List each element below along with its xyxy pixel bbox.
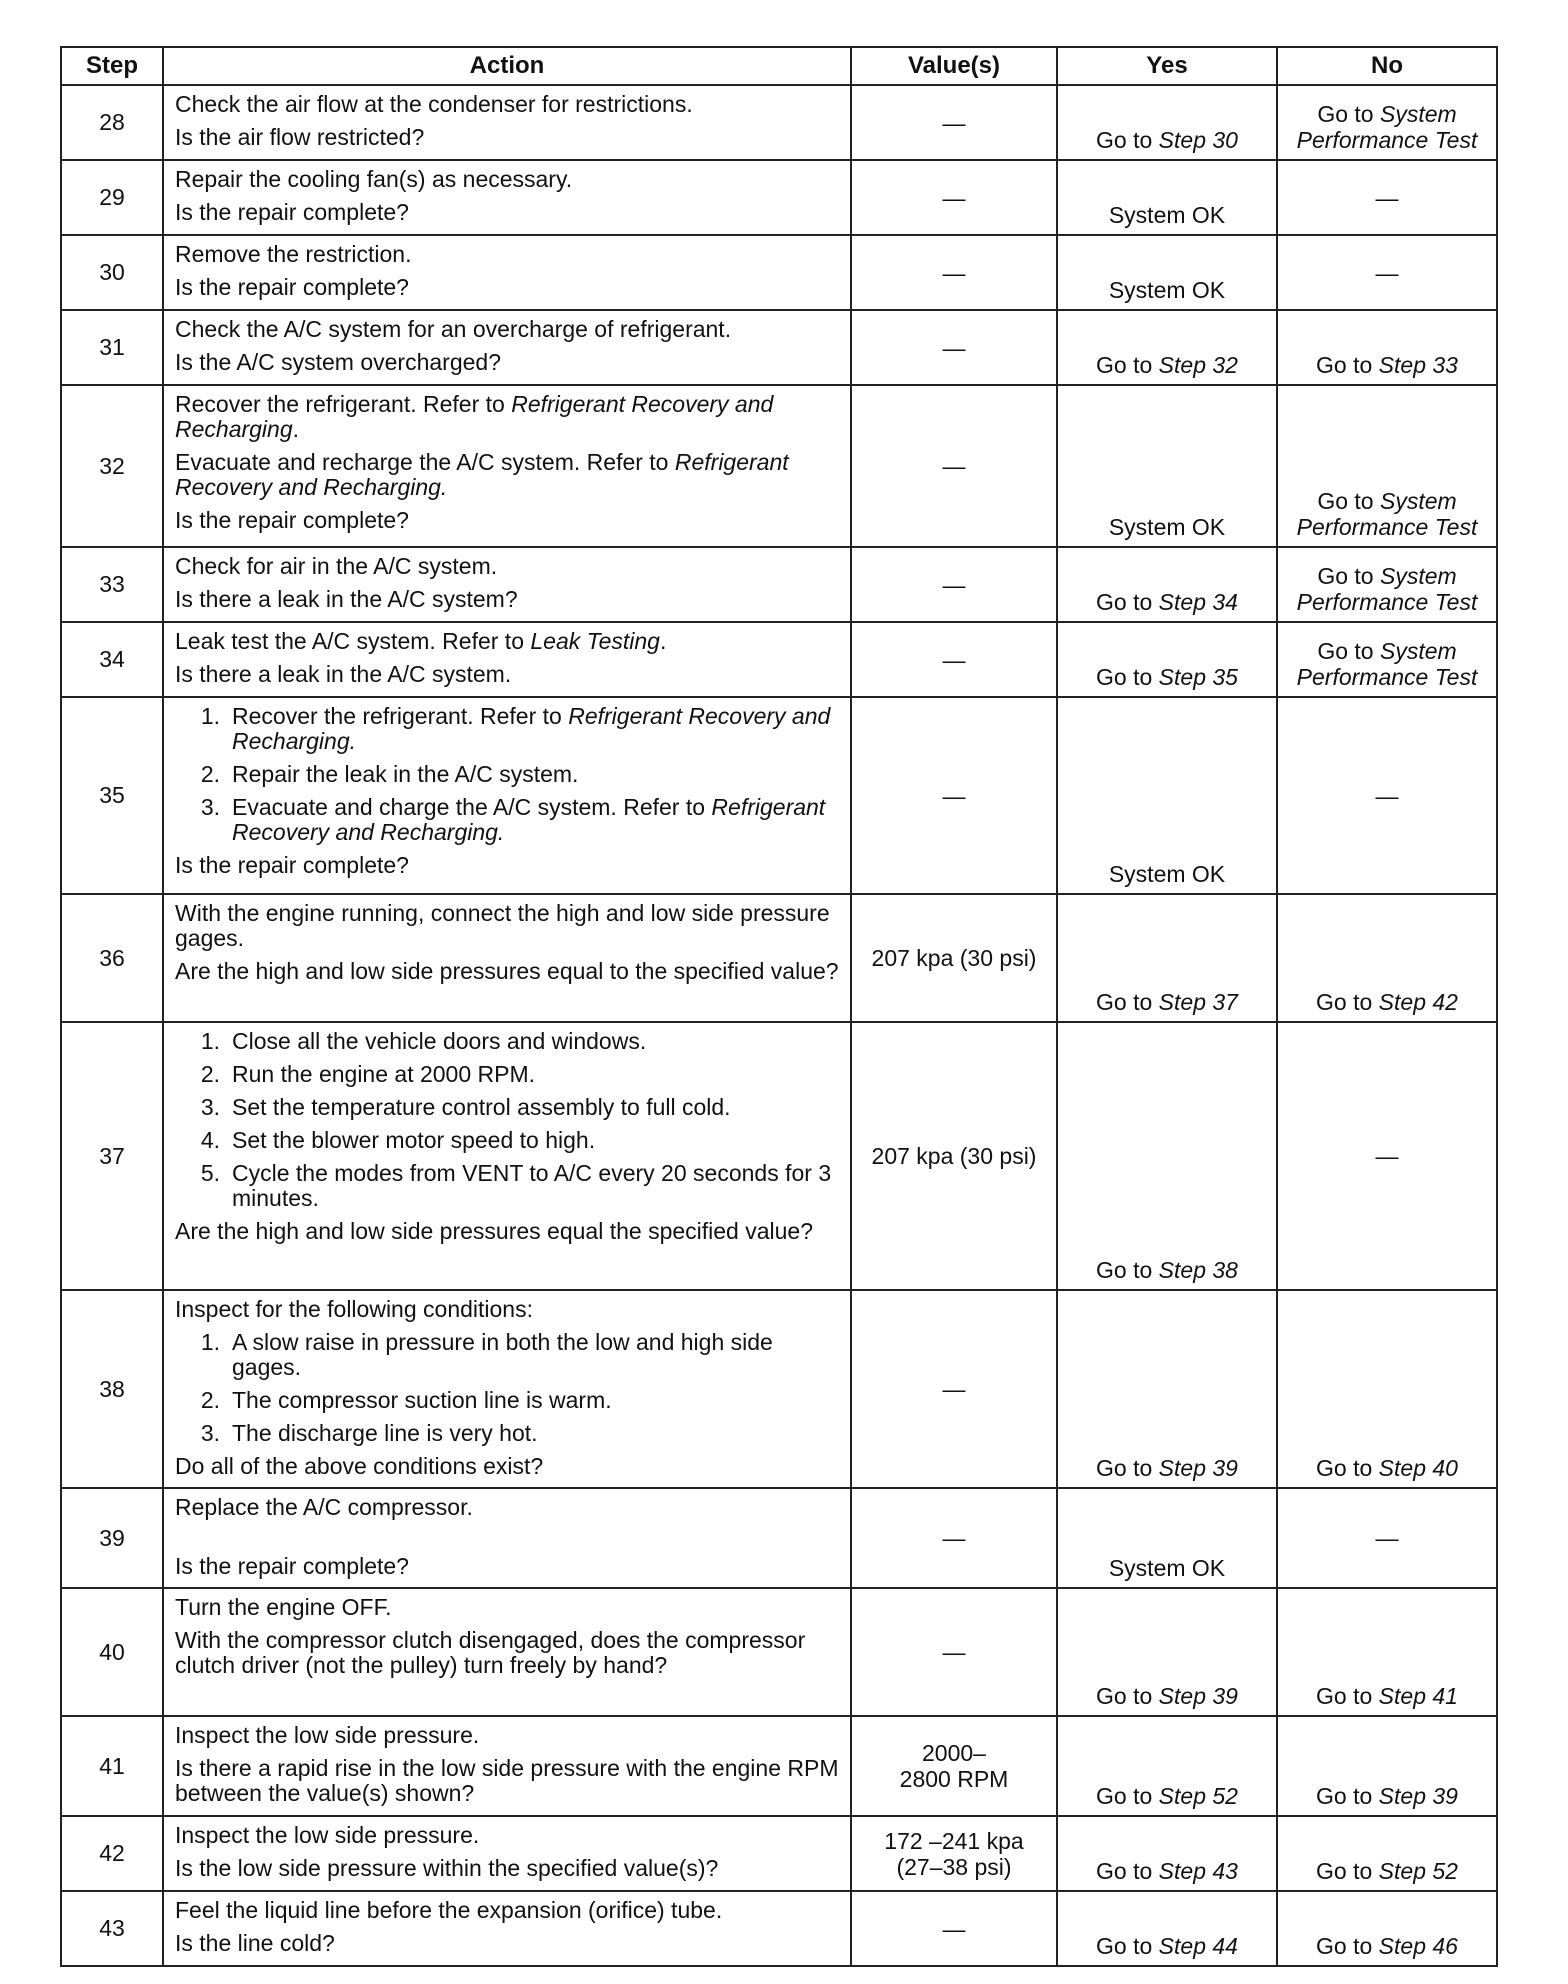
value-cell <box>851 1816 1057 1891</box>
list-number: 3. <box>200 1094 220 1120</box>
text-segment: Do all of the above conditions exist? <box>175 1453 544 1479</box>
list-number: 2. <box>200 761 220 787</box>
value-cell <box>851 85 1057 160</box>
italic-reference: Leak Testing <box>530 628 660 654</box>
italic-reference: Step 33 <box>1378 352 1458 378</box>
value-text: — <box>942 1376 966 1402</box>
text-segment: The discharge line is very hot. <box>232 1420 538 1446</box>
table-body <box>61 85 1497 1966</box>
text-segment: Go to <box>1096 1683 1159 1709</box>
table-row <box>61 85 1497 160</box>
text-segment: Cycle the modes from VENT to A/C every 20 seconds for 3 minutes. <box>232 1160 832 1211</box>
yes-cell <box>1057 1716 1277 1816</box>
text-segment: Go to <box>1316 1683 1379 1709</box>
text-segment: — <box>1375 782 1399 809</box>
text-segment: Set the blower motor speed to high. <box>232 1127 596 1153</box>
table-row <box>61 894 1497 1022</box>
text-segment: With the compressor clutch disengaged, does the compressor clutch driver (not the pulley) turn freely by hand? <box>175 1627 806 1678</box>
value-cell <box>851 1290 1057 1488</box>
action-paragraph <box>175 1595 840 1620</box>
text-segment: Go to <box>1096 664 1159 690</box>
italic-reference: Refrigerant Recovery and Recharging. <box>232 703 831 754</box>
italic-reference: Refrigerant Recovery and Recharging <box>175 391 774 442</box>
value-cell <box>851 622 1057 697</box>
step-number: 33 <box>61 547 163 622</box>
text-segment: Evacuate and recharge the A/C system. Refer to <box>175 449 675 475</box>
table-row <box>61 160 1497 235</box>
text-segment: Go to <box>1316 352 1379 378</box>
italic-reference: Refrigerant Recovery and Recharging. <box>175 449 789 500</box>
text-segment: System OK <box>1108 277 1226 303</box>
italic-reference: Step 42 <box>1378 989 1458 1015</box>
step-number: 37 <box>61 1022 163 1290</box>
yes-cell <box>1057 1290 1277 1488</box>
text-segment: Inspect the low side pressure. <box>175 1722 480 1748</box>
value-text: — <box>942 1915 966 1942</box>
text-segment: — <box>1375 184 1399 211</box>
action-cell <box>163 622 851 697</box>
table-row <box>61 697 1497 894</box>
action-paragraph <box>175 662 840 687</box>
text-segment: Go to <box>1096 1783 1159 1809</box>
value-cell <box>851 697 1057 894</box>
text-segment: System OK <box>1108 202 1226 228</box>
value-text: — <box>942 1639 966 1665</box>
text-segment: Feel the liquid line before the expansion (orifice) tube. <box>175 1897 723 1923</box>
text-segment: Repair the leak in the A/C system. <box>232 761 579 787</box>
no-cell <box>1277 235 1497 310</box>
value-text: — <box>942 1525 966 1551</box>
text-segment: Is the repair complete? <box>175 274 409 300</box>
list-item <box>175 795 840 845</box>
no-cell <box>1277 1588 1497 1716</box>
numbered-list <box>175 1029 840 1211</box>
list-text <box>232 762 840 787</box>
italic-reference: Step 34 <box>1158 589 1238 615</box>
value-text: — <box>942 453 966 479</box>
action-paragraph <box>175 587 840 612</box>
diagnostic-table <box>60 46 1498 1967</box>
value-cell <box>851 1022 1057 1290</box>
list-item <box>175 704 840 754</box>
table-header <box>61 47 1497 85</box>
step-number: 34 <box>61 622 163 697</box>
action-cell <box>163 85 851 160</box>
table-row <box>61 622 1497 697</box>
yes-cell <box>1057 547 1277 622</box>
action-paragraph <box>175 901 840 951</box>
text-segment: Go to <box>1096 1257 1159 1283</box>
no-cell <box>1277 1290 1497 1488</box>
action-paragraph <box>175 1495 840 1520</box>
action-paragraph <box>175 350 840 375</box>
list-item <box>175 1421 840 1446</box>
action-cell <box>163 310 851 385</box>
value-cell <box>851 1716 1057 1816</box>
step-number: 31 <box>61 310 163 385</box>
action-paragraph <box>175 959 840 984</box>
italic-reference: Step 32 <box>1158 352 1238 378</box>
italic-reference: System <box>1379 101 1457 127</box>
text-segment: Are the high and low side pressures equal the specified value? <box>175 1218 814 1244</box>
text-segment: — <box>1375 1525 1399 1551</box>
action-cell <box>163 697 851 894</box>
italic-reference: System <box>1379 563 1457 589</box>
value-text: 2000– <box>922 1740 986 1766</box>
text-segment: Is the repair complete? <box>175 507 409 533</box>
table-row <box>61 1488 1497 1588</box>
text-segment: Go to <box>1096 127 1159 153</box>
list-text <box>232 704 840 754</box>
action-paragraph <box>175 1454 840 1479</box>
table-row <box>61 1716 1497 1816</box>
list-number: 1. <box>200 703 220 729</box>
action-cell <box>163 1022 851 1290</box>
action-paragraph <box>175 1756 840 1806</box>
text-segment: Go to <box>1096 989 1159 1015</box>
table-row <box>61 1022 1497 1290</box>
text-segment: Recover the refrigerant. Refer to <box>232 703 569 729</box>
no-cell <box>1277 1716 1497 1816</box>
list-item <box>175 1062 840 1087</box>
no-cell <box>1277 310 1497 385</box>
value-text: — <box>942 571 966 598</box>
no-cell <box>1277 160 1497 235</box>
no-cell <box>1277 1488 1497 1588</box>
italic-reference: Performance Test <box>1296 589 1478 615</box>
step-number: 30 <box>61 235 163 310</box>
text-segment: Is the repair complete? <box>175 199 409 225</box>
yes-cell <box>1057 1891 1277 1966</box>
text-segment: Is there a leak in the A/C system. <box>175 661 512 687</box>
value-cell <box>851 1588 1057 1716</box>
yes-cell <box>1057 1022 1277 1290</box>
list-number: 1. <box>200 1329 220 1355</box>
action-paragraph <box>175 1823 840 1848</box>
value-text: 172 –241 kpa <box>884 1827 1024 1854</box>
text-segment: Go to <box>1096 1933 1159 1959</box>
text-segment: . <box>292 416 300 442</box>
text-segment: Go to <box>1317 563 1380 589</box>
action-cell <box>163 1716 851 1816</box>
value-text: 207 kpa (30 psi) <box>871 945 1037 971</box>
list-item <box>175 762 840 787</box>
value-cell <box>851 1891 1057 1966</box>
action-paragraph <box>175 125 840 150</box>
value-text: 2800 RPM <box>899 1766 1009 1792</box>
text-segment: Inspect the low side pressure. <box>175 1822 480 1848</box>
text-segment: With the engine running, connect the high and low side pressure gages. <box>175 900 830 951</box>
list-text <box>232 1421 840 1446</box>
table-row <box>61 235 1497 310</box>
no-cell <box>1277 547 1497 622</box>
text-segment: — <box>1375 259 1399 286</box>
header-action: Action <box>163 47 851 85</box>
yes-cell <box>1057 1488 1277 1588</box>
action-paragraph <box>175 450 840 500</box>
header-yes: Yes <box>1057 47 1277 85</box>
text-segment: Go to <box>1316 1858 1379 1884</box>
value-text: — <box>942 782 966 809</box>
list-text <box>232 1128 840 1153</box>
text-segment: Is the low side pressure within the specified value(s)? <box>175 1855 719 1881</box>
table-row <box>61 547 1497 622</box>
action-cell <box>163 1290 851 1488</box>
no-cell <box>1277 894 1497 1022</box>
text-segment: Repair the cooling fan(s) as necessary. <box>175 166 573 192</box>
yes-cell <box>1057 894 1277 1022</box>
text-segment: Run the engine at 2000 RPM. <box>232 1061 536 1087</box>
header-step: Step <box>61 47 163 85</box>
list-item <box>175 1095 840 1120</box>
text-segment: Check the air flow at the condenser for restrictions. <box>175 91 693 117</box>
text-segment: Is there a leak in the A/C system? <box>175 586 518 612</box>
list-number: 4. <box>200 1127 220 1153</box>
text-segment: Inspect for the following conditions: <box>175 1296 533 1322</box>
step-number: 29 <box>61 160 163 235</box>
no-cell <box>1277 1891 1497 1966</box>
italic-reference: Step 39 <box>1378 1783 1458 1809</box>
text-segment: Turn the engine OFF. <box>175 1594 392 1620</box>
step-number: 35 <box>61 697 163 894</box>
action-paragraph <box>175 554 840 579</box>
value-cell <box>851 1488 1057 1588</box>
action-paragraph <box>175 167 840 192</box>
list-number: 3. <box>200 1420 220 1446</box>
italic-reference: Step 41 <box>1378 1683 1458 1709</box>
numbered-list <box>175 704 840 845</box>
action-cell <box>163 1816 851 1891</box>
list-item <box>175 1128 840 1153</box>
no-cell <box>1277 1816 1497 1891</box>
text-segment: Is the line cold? <box>175 1930 335 1956</box>
text-segment: System OK <box>1108 861 1226 887</box>
action-cell <box>163 385 851 547</box>
text-segment: Check for air in the A/C system. <box>175 553 498 579</box>
text-segment: Go to <box>1096 1858 1159 1884</box>
italic-reference: Step 39 <box>1158 1455 1238 1481</box>
text-segment: Go to <box>1316 1933 1379 1959</box>
value-text: (27–38 psi) <box>896 1853 1012 1880</box>
action-cell <box>163 894 851 1022</box>
header-values: Value(s) <box>851 47 1057 85</box>
italic-reference: Performance Test <box>1296 664 1478 690</box>
italic-reference: Step 43 <box>1158 1858 1238 1884</box>
text-segment: System OK <box>1108 514 1226 540</box>
action-paragraph <box>175 629 840 654</box>
value-cell <box>851 894 1057 1022</box>
value-text: — <box>942 646 966 673</box>
table-row <box>61 1891 1497 1966</box>
italic-reference: System <box>1379 488 1457 514</box>
text-segment: Recover the refrigerant. Refer to <box>175 391 512 417</box>
text-segment: . <box>659 628 667 654</box>
text-segment: Replace the A/C compressor. <box>175 1494 473 1520</box>
italic-reference: Step 44 <box>1158 1933 1238 1959</box>
yes-cell <box>1057 1816 1277 1891</box>
text-segment: Remove the restriction. <box>175 241 412 267</box>
action-paragraph <box>175 1628 840 1678</box>
yes-cell <box>1057 85 1277 160</box>
text-segment: Go to <box>1096 352 1159 378</box>
action-paragraph <box>175 392 840 442</box>
list-item <box>175 1388 840 1413</box>
action-cell <box>163 1891 851 1966</box>
table-row <box>61 1588 1497 1716</box>
text-segment: Go to <box>1316 1455 1379 1481</box>
action-paragraph <box>175 92 840 117</box>
list-text <box>232 1062 840 1087</box>
action-paragraph <box>175 1554 840 1579</box>
action-cell <box>163 1588 851 1716</box>
list-number: 3. <box>200 794 220 820</box>
action-paragraph <box>175 508 840 533</box>
list-item <box>175 1330 840 1380</box>
text-segment: Set the temperature control assembly to full cold. <box>232 1094 731 1120</box>
table-row <box>61 310 1497 385</box>
list-number: 2. <box>200 1387 220 1413</box>
italic-reference: Step 37 <box>1158 989 1238 1015</box>
italic-reference: Step 40 <box>1378 1455 1458 1481</box>
action-paragraph <box>175 1898 840 1923</box>
value-text: — <box>942 259 966 286</box>
italic-reference: Refrigerant Recovery and Recharging. <box>232 794 826 845</box>
action-paragraph <box>175 1856 840 1881</box>
text-segment: Are the high and low side pressures equal to the specified value? <box>175 958 839 984</box>
value-cell <box>851 310 1057 385</box>
step-number: 39 <box>61 1488 163 1588</box>
text-segment: Is there a rapid rise in the low side pressure with the engine RPM between the value(s) shown? <box>175 1755 839 1806</box>
italic-reference: Step 52 <box>1158 1783 1238 1809</box>
numbered-list <box>175 1330 840 1446</box>
action-paragraph <box>175 275 840 300</box>
text-segment: The compressor suction line is warm. <box>232 1387 612 1413</box>
step-number: 38 <box>61 1290 163 1488</box>
italic-reference: System <box>1379 638 1457 664</box>
italic-reference: Step 46 <box>1378 1933 1458 1959</box>
text-segment: Is the repair complete? <box>175 852 409 878</box>
header-row <box>61 47 1497 85</box>
italic-reference: Step 38 <box>1158 1257 1238 1283</box>
action-cell <box>163 235 851 310</box>
text-segment: System OK <box>1108 1555 1226 1581</box>
text-segment: Go to <box>1096 1455 1159 1481</box>
spacer <box>175 1528 840 1554</box>
no-cell <box>1277 1022 1497 1290</box>
value-cell <box>851 547 1057 622</box>
table-row <box>61 1816 1497 1891</box>
italic-reference: Step 35 <box>1158 664 1238 690</box>
step-number: 36 <box>61 894 163 1022</box>
step-number: 40 <box>61 1588 163 1716</box>
step-number: 32 <box>61 385 163 547</box>
action-paragraph <box>175 242 840 267</box>
italic-reference: Performance Test <box>1296 514 1478 540</box>
action-paragraph <box>175 1297 840 1322</box>
yes-cell <box>1057 160 1277 235</box>
step-number: 28 <box>61 85 163 160</box>
yes-cell <box>1057 622 1277 697</box>
italic-reference: Step 52 <box>1378 1858 1458 1884</box>
action-paragraph <box>175 317 840 342</box>
list-number: 2. <box>200 1061 220 1087</box>
text-segment: Go to <box>1096 589 1159 615</box>
yes-cell <box>1057 310 1277 385</box>
action-cell <box>163 547 851 622</box>
value-text: — <box>942 334 966 361</box>
action-paragraph <box>175 200 840 225</box>
value-cell <box>851 385 1057 547</box>
no-cell <box>1277 385 1497 547</box>
step-number: 42 <box>61 1816 163 1891</box>
list-text <box>232 1095 840 1120</box>
step-number: 41 <box>61 1716 163 1816</box>
value-text: — <box>942 109 966 136</box>
yes-cell <box>1057 235 1277 310</box>
list-item <box>175 1029 840 1054</box>
text-segment: Evacuate and charge the A/C system. Refer to <box>232 794 712 820</box>
italic-reference: Step 30 <box>1158 127 1238 153</box>
text-segment: — <box>1375 1143 1399 1169</box>
list-text <box>232 1330 840 1380</box>
text-segment: Check the A/C system for an overcharge of refrigerant. <box>175 316 732 342</box>
list-item <box>175 1161 840 1211</box>
action-cell <box>163 160 851 235</box>
list-text <box>232 1161 840 1211</box>
action-paragraph <box>175 1723 840 1748</box>
list-number: 5. <box>200 1160 220 1186</box>
yes-cell <box>1057 697 1277 894</box>
text-segment: Go to <box>1317 638 1380 664</box>
table-row <box>61 385 1497 547</box>
table-row <box>61 1290 1497 1488</box>
no-cell <box>1277 622 1497 697</box>
text-segment: Go to <box>1317 101 1380 127</box>
header-no: No <box>1277 47 1497 85</box>
list-text <box>232 795 840 845</box>
value-text: 207 kpa (30 psi) <box>871 1143 1037 1169</box>
list-text <box>232 1388 840 1413</box>
text-segment: Go to <box>1316 989 1379 1015</box>
action-cell <box>163 1488 851 1588</box>
text-segment: Close all the vehicle doors and windows. <box>232 1028 647 1054</box>
value-cell <box>851 235 1057 310</box>
list-number: 1. <box>200 1028 220 1054</box>
italic-reference: Step 39 <box>1158 1683 1238 1709</box>
text-segment: Is the air flow restricted? <box>175 124 425 150</box>
list-text <box>232 1029 840 1054</box>
text-segment: Leak test the A/C system. Refer to <box>175 628 531 654</box>
action-paragraph <box>175 1931 840 1956</box>
no-cell <box>1277 85 1497 160</box>
step-number: 43 <box>61 1891 163 1966</box>
no-cell <box>1277 697 1497 894</box>
text-segment: Go to <box>1316 1783 1379 1809</box>
action-paragraph <box>175 853 840 878</box>
text-segment: Go to <box>1317 488 1380 514</box>
italic-reference: Performance Test <box>1296 127 1478 153</box>
action-paragraph <box>175 1219 840 1244</box>
yes-cell <box>1057 1588 1277 1716</box>
value-cell <box>851 160 1057 235</box>
text-segment: A slow raise in pressure in both the low and high side gages. <box>232 1329 773 1380</box>
yes-cell <box>1057 385 1277 547</box>
text-segment: Is the A/C system overcharged? <box>175 349 501 375</box>
text-segment: Is the repair complete? <box>175 1553 409 1579</box>
value-text: — <box>942 184 966 211</box>
